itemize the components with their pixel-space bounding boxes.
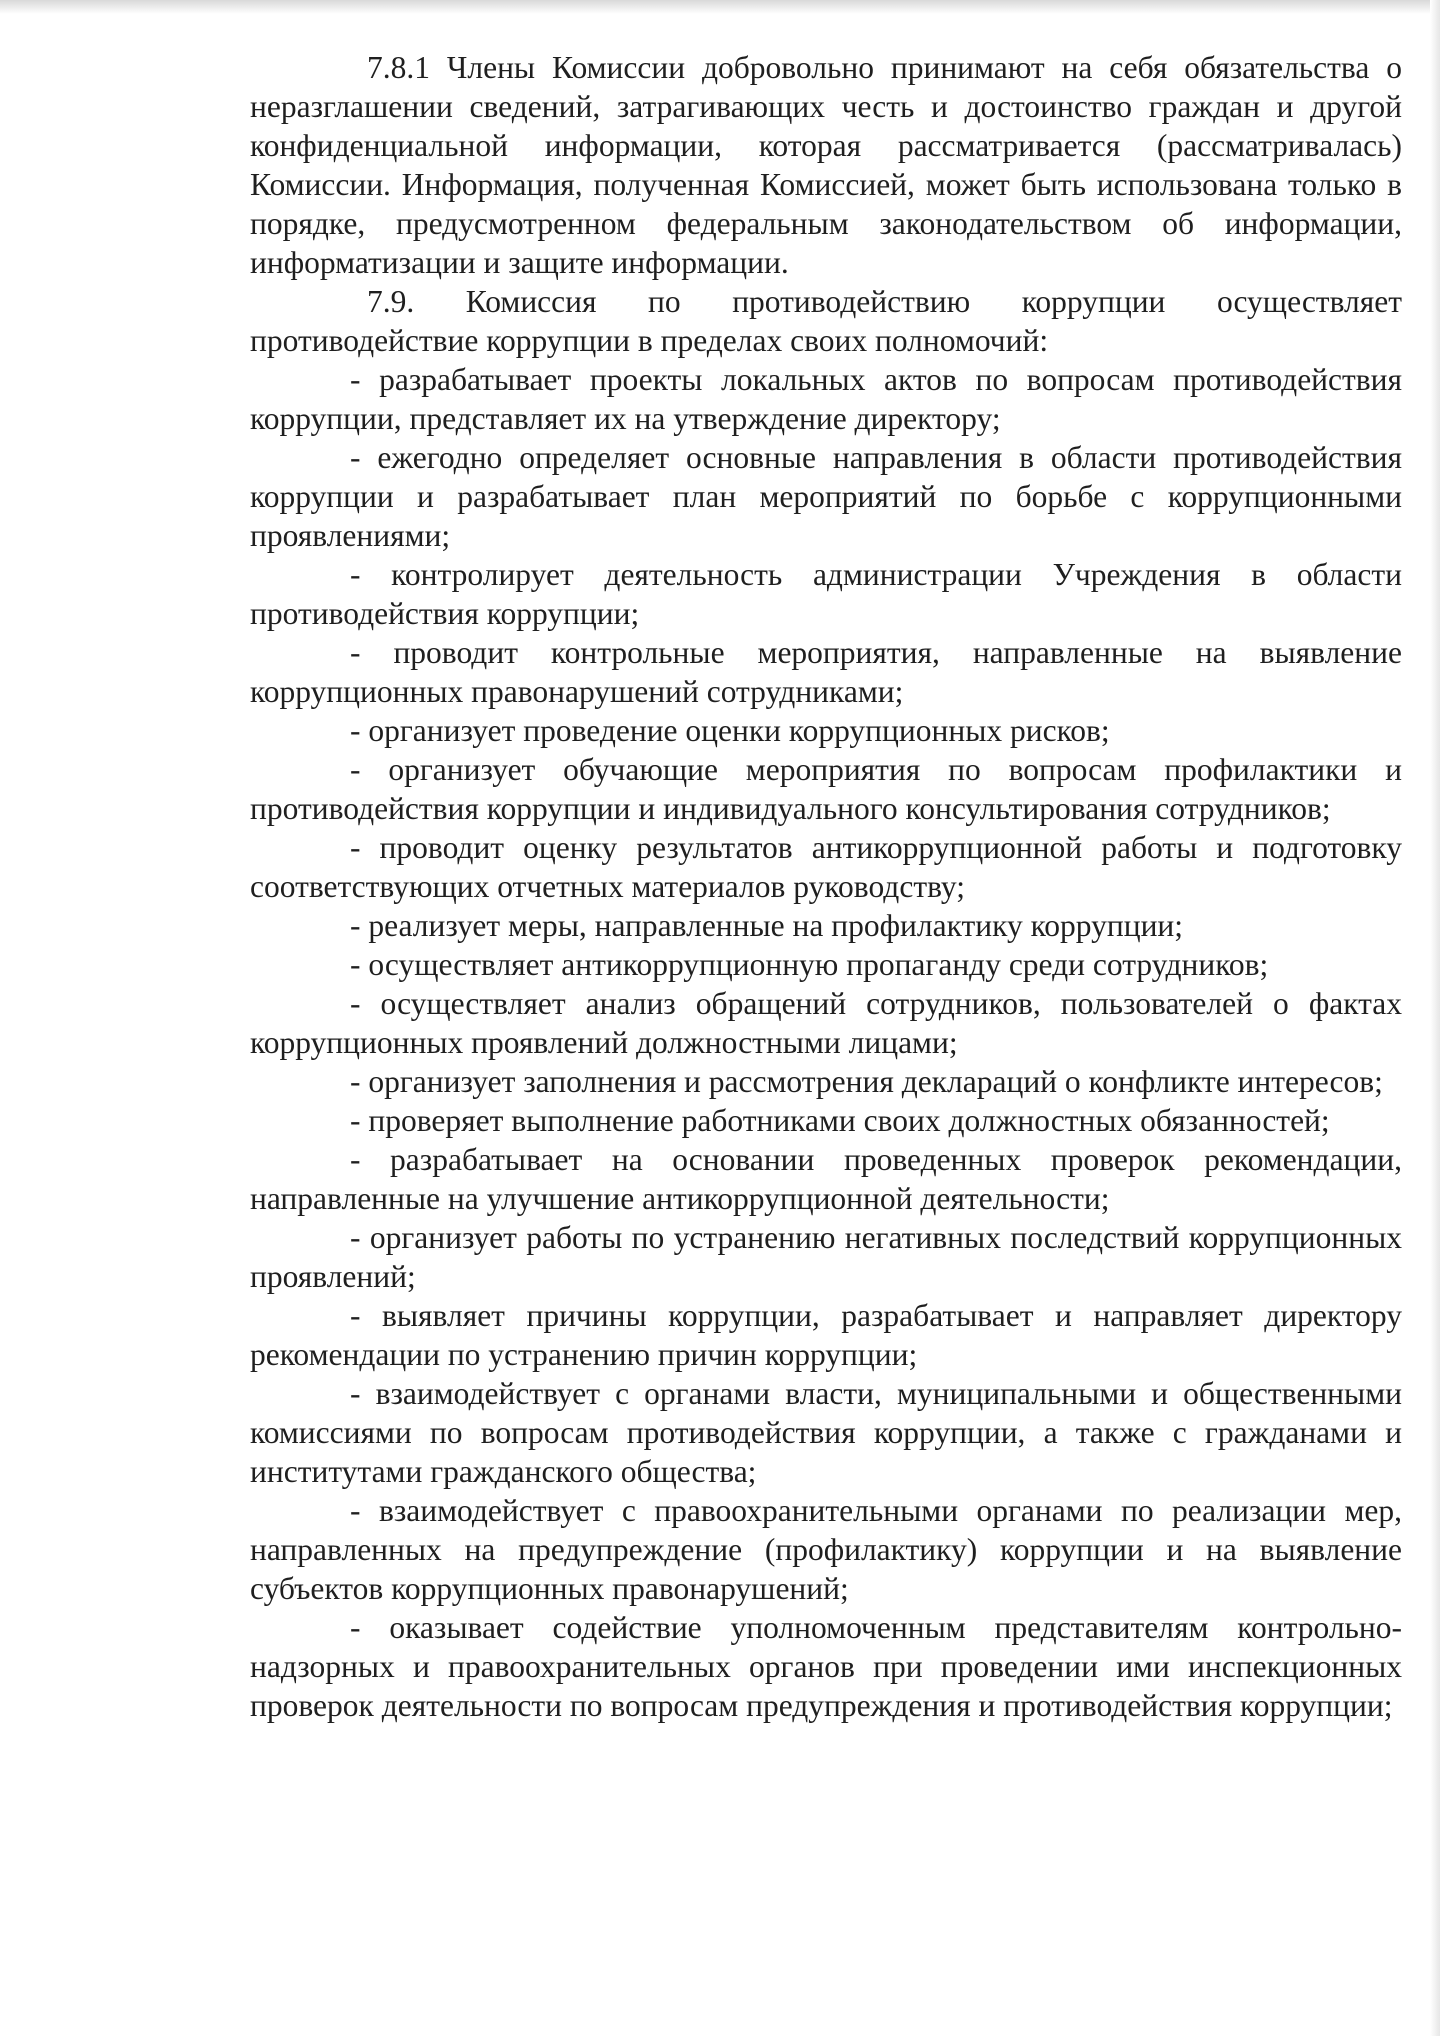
scan-right-edge <box>1430 0 1440 2036</box>
list-item: - проверяет выполнение работниками своих должностных обязанностей; <box>350 1103 1330 1138</box>
paragraph-7-8-1: 7.8.1 Члены Комиссии добровольно принимают на себя обязательства о неразглашении сведений, затрагивающих честь и достоинство граждан и другой конфиденциальной информации, которая рассматривается (рассматривалась) Комиссии. Информация, полученная Комиссией, может быть использована только в порядке, предусмотренном федеральным законодательством об информации, информатизации и защите информации. <box>250 50 1402 280</box>
list-item: - ежегодно определяет основные направления в области противодействия коррупции и разрабатывает план мероприятий по борьбе с коррупционными проявлениями; <box>250 440 1402 553</box>
list-item: - разрабатывает на основании проведенных проверок рекомендации, направленные на улучшение антикоррупционной деятельности; <box>250 1142 1402 1216</box>
list-item: - реализует меры, направленные на профилактику коррупции; <box>350 908 1184 943</box>
list-item: - организует заполнения и рассмотрения деклараций о конфликте интересов; <box>350 1064 1383 1099</box>
list-item: - разрабатывает проекты локальных актов по вопросам противодействия коррупции, представляет их на утверждение директору; <box>250 362 1402 436</box>
scan-top-edge <box>0 0 1440 14</box>
document-page <box>250 48 1402 1725</box>
list-item: - проводит оценку результатов антикоррупционной работы и подготовку соответствующих отчетных материалов руководству; <box>250 830 1402 904</box>
list-item: - осуществляет анализ обращений сотрудников, пользователей о фактах коррупционных проявлений должностными лицами; <box>250 986 1402 1060</box>
list-item: - взаимодействует с органами власти, муниципальными и общественными комиссиями по вопросам противодействия коррупции, а также с гражданами и институтами гражданского общества; <box>250 1376 1402 1489</box>
list-item: - выявляет причины коррупции, разрабатывает и направляет директору рекомендации по устранению причин коррупции; <box>250 1298 1402 1372</box>
list-item: - проводит контрольные мероприятия, направленные на выявление коррупционных правонарушений сотрудниками; <box>250 635 1402 709</box>
paragraph-7-9: 7.9. Комиссия по противодействию коррупции осуществляет противодействие коррупции в пределах своих полномочий: <box>250 284 1402 358</box>
list-item: - организует проведение оценки коррупционных рисков; <box>350 713 1110 748</box>
list-item: - осуществляет антикоррупционную пропаганду среди сотрудников; <box>350 947 1269 982</box>
list-item: - взаимодействует с правоохранительными органами по реализации мер, направленных на предупреждение (профилактику) коррупции и на выявление субъектов коррупционных правонарушений; <box>250 1493 1402 1606</box>
list-item: - оказывает содействие уполномоченным представителям контрольно-надзорных и правоохранительных органов при проведении ими инспекционных проверок деятельности по вопросам предупреждения и противодействия коррупции; <box>250 1610 1402 1723</box>
list-item: - организует работы по устранению негативных последствий коррупционных проявлений; <box>250 1220 1402 1294</box>
list-item: - организует обучающие мероприятия по вопросам профилактики и противодействия коррупции и индивидуального консультирования сотрудников; <box>250 752 1402 826</box>
list-item: - контролирует деятельность администрации Учреждения в области противодействия коррупции; <box>250 557 1402 631</box>
